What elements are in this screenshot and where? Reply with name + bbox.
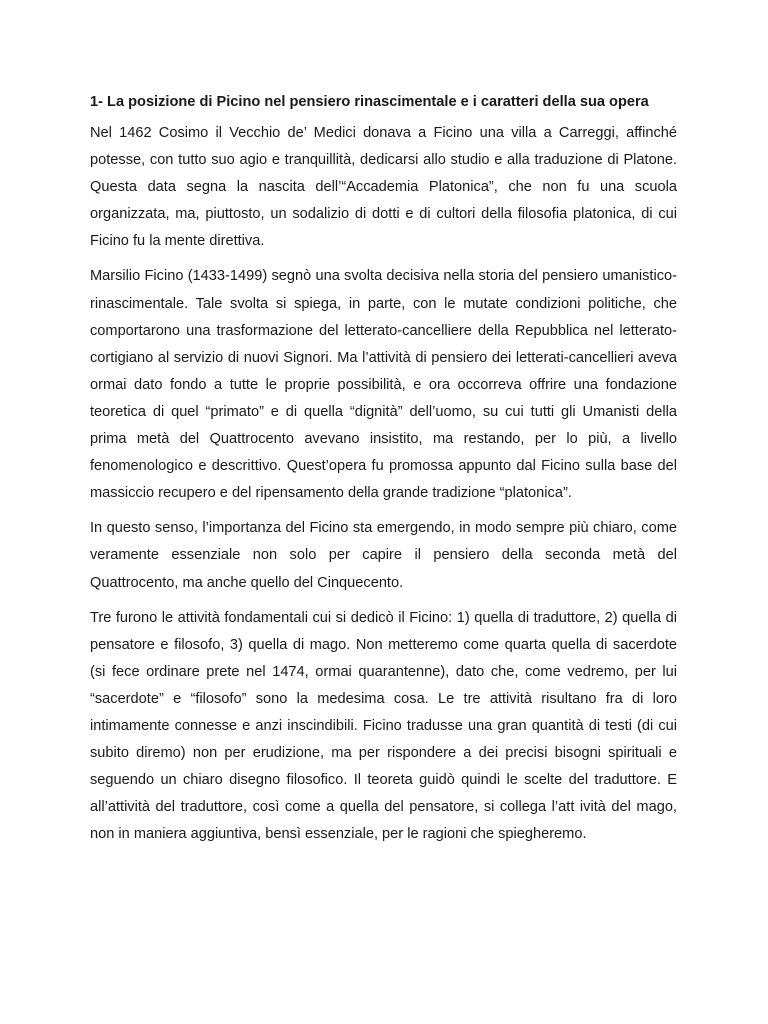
paragraph-3: In questo senso, l’importanza del Ficino sta emergendo, in modo sempre più chiaro, come veramente essenziale non solo per capire il pensiero della seconda metà del Quattrocento, ma anche quello del Cinquecento. <box>90 520 677 591</box>
paragraph-1: Nel 1462 Cosimo il Vecchio de’ Medici donava a Ficino una villa a Carreggi, affinché potesse, con tutto suo agio e tranquillità, dedicarsi allo studio e alla traduzione di Platone. Questa data segna la nascita dell’“Accademia Platonica”, che non fu una scuola organizzata, ma, piuttosto, un sodalizio di dotti e di cultori della filosofia platonica, di cui Ficino fu la mente direttiva. <box>90 125 677 250</box>
section-heading: 1- La posizione di Picino nel pensiero rinascimentale e i caratteri della sua opera <box>90 94 649 110</box>
document-page <box>90 92 677 856</box>
paragraph-4: Tre furono le attività fondamentali cui si dedicò il Ficino: 1) quella di traduttore, 2) quella di pensatore e filosofo, 3) quella di mago. Non metteremo come quarta quella di sacerdote (si fece ordinare prete nel 1474, ormai quarantenne), dato che, come vedremo, per lui “sacerdote” e “filosofo” sono la medesima cosa. Le tre attività risultano fra di loro intimamente connesse e anzi inscindibili. Ficino tradusse una gran quantità di testi (di cui subito diremo) non per erudizione, ma per rispondere a dei precisi bisogni spirituali e seguendo un chiaro disegno filosofico. Il teoreta guidò quindi le scelte del traduttore. E all’attività del traduttore, così come a quella del pensatore, si collega l’att ività del mago, non in maniera aggiuntiva, bensì essenziale, per le ragioni che spiegheremo. <box>90 609 677 843</box>
paragraph-2: Marsilio Ficino (1433-1499) segnò una svolta decisiva nella storia del pensiero umanistico-rinascimentale. Tale svolta si spiega, in parte, con le mutate condizioni politiche, che comportarono una trasformazione del letterato-cancelliere della Repubblica nel letterato-cortigiano al servizio di nuovi Signori. Ma l’attività di pensiero dei letterati-cancellieri aveva ormai dato fondo a tutte le proprie possibilità, e ora occorreva offrire una fondazione teoretica di quel “primato” e di quella “dignità” dell’uomo, su cui tutti gli Umanisti della prima metà del Quattrocento avevano insistito, ma restando, per lo più, a livello fenomenologico e descrittivo. Quest’opera fu promossa appunto dal Ficino sulla base del massiccio recupero e del ripensamento della grande tradizione “platonica”. <box>90 268 677 502</box>
